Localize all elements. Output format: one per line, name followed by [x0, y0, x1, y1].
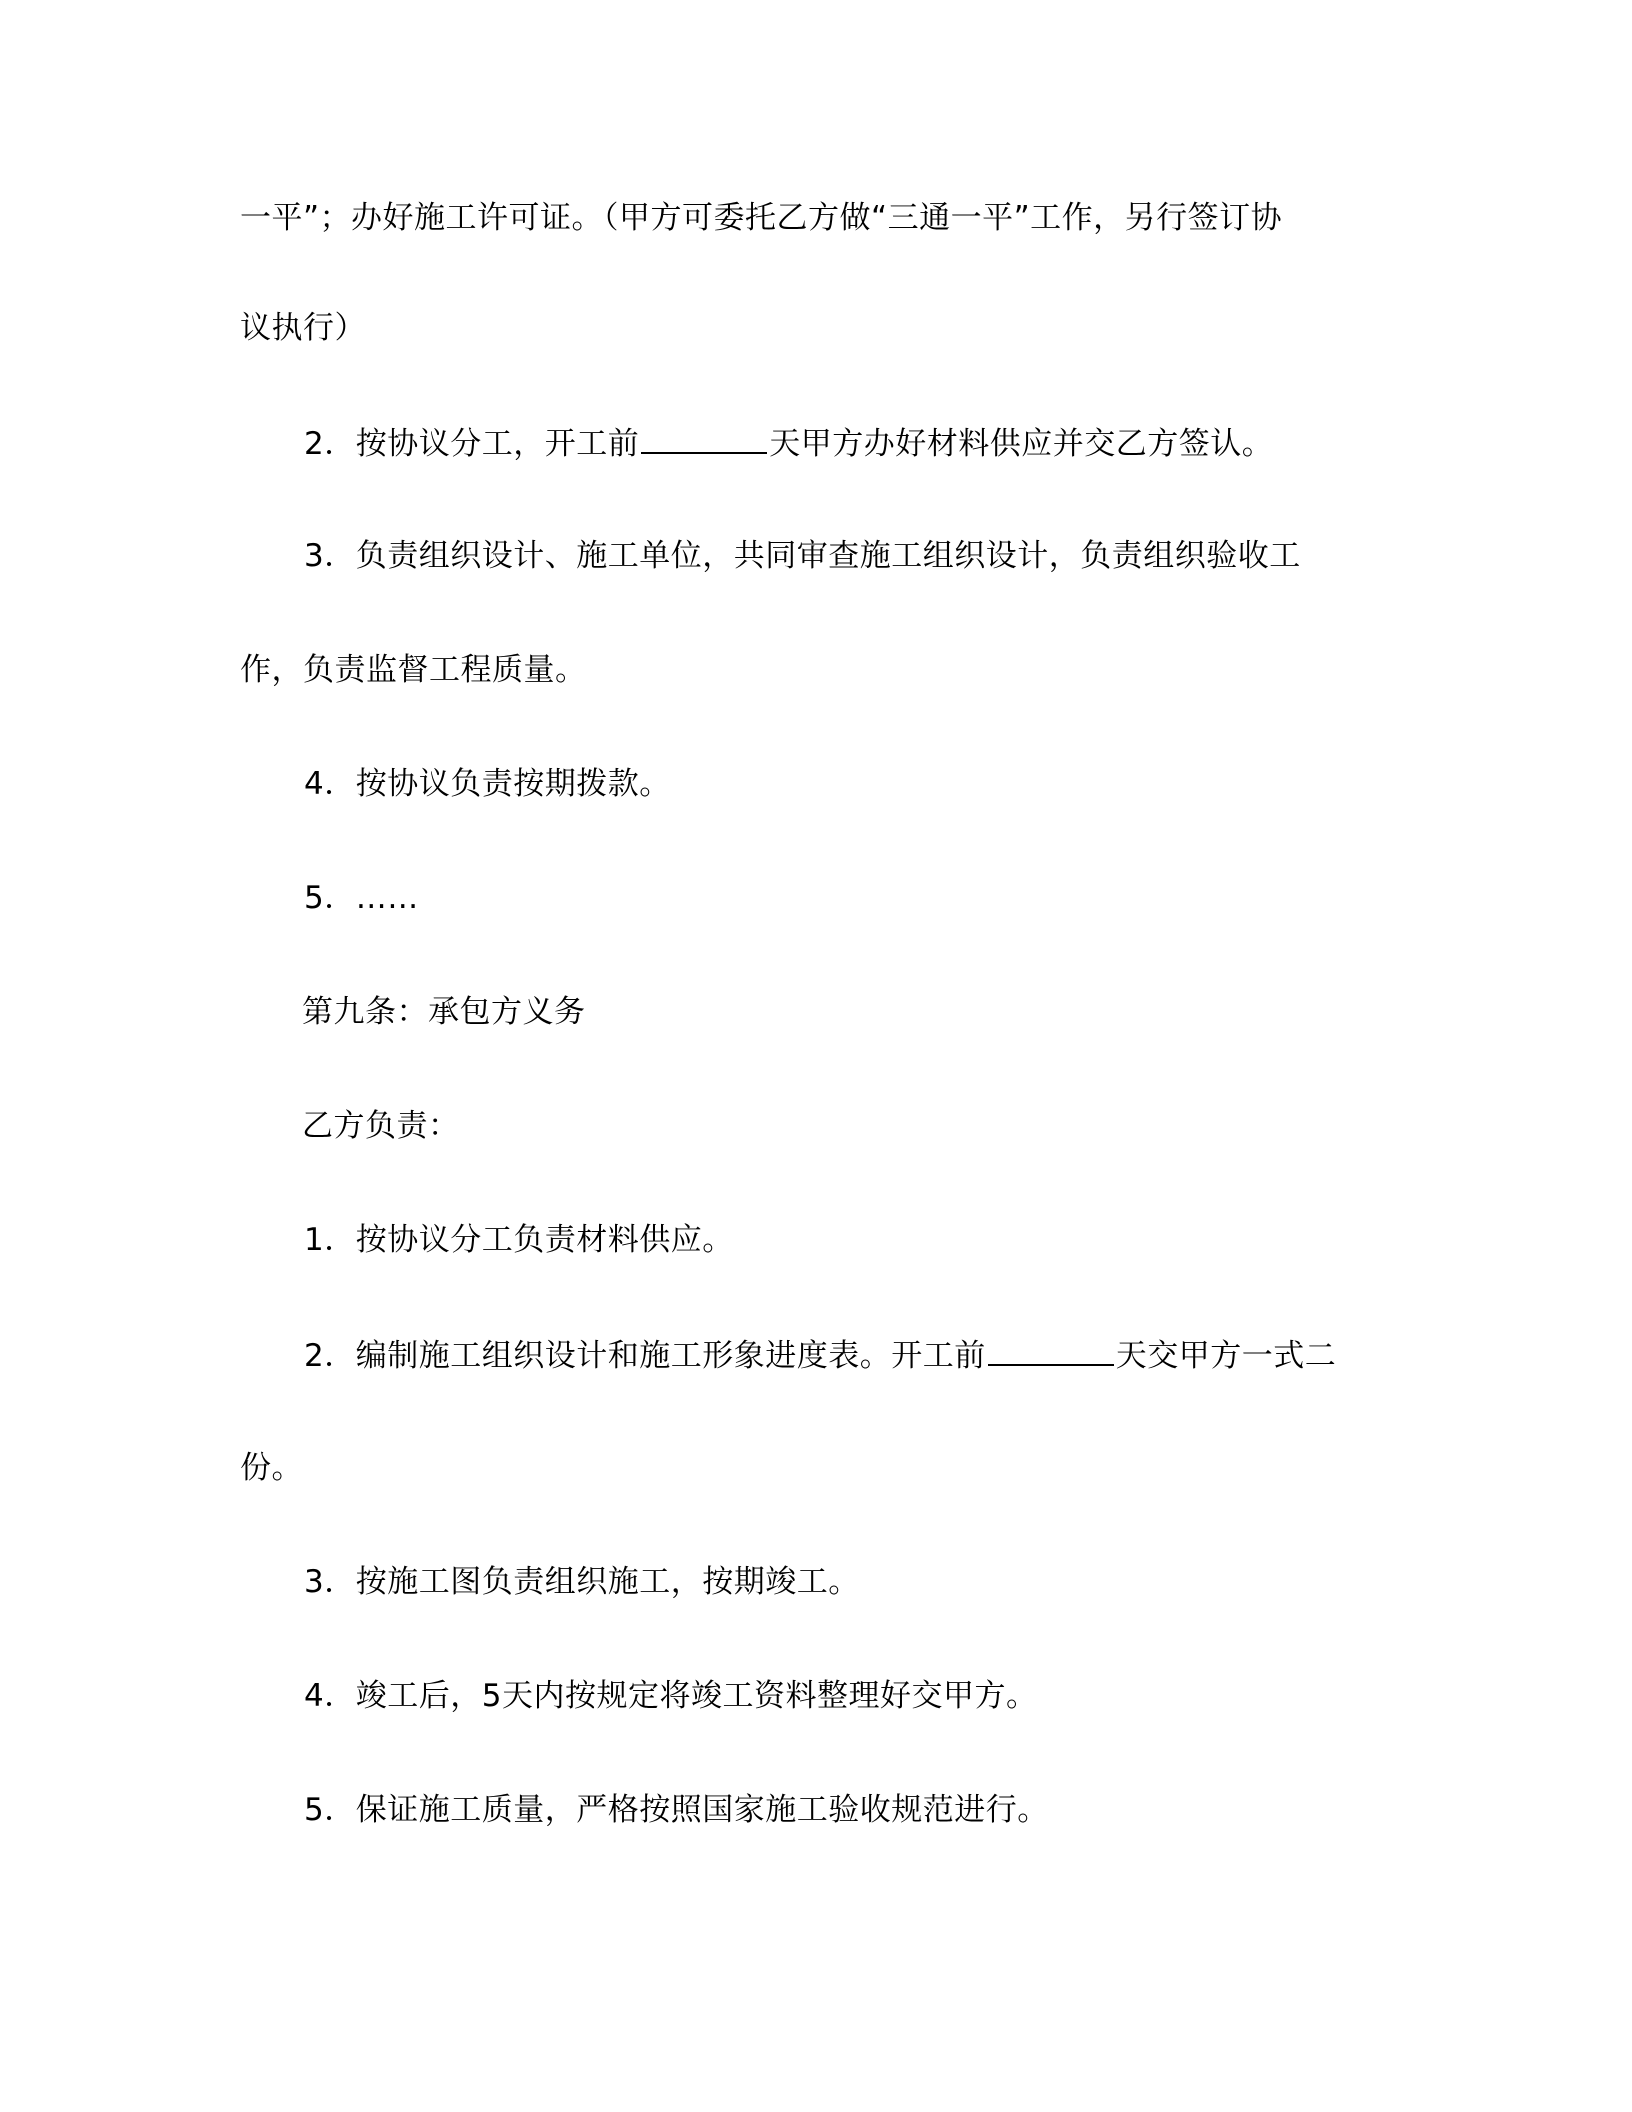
paragraph-line [240, 650, 1400, 690]
list-item [304, 1562, 1464, 1602]
text-line: 5．保证施工质量，严格按照国家施工验收规范进行。 [304, 1792, 1049, 1828]
list-item [304, 878, 1464, 918]
text-line: 天甲方办好材料供应并交乙方签认。 [769, 426, 1274, 462]
text-line: 3．负责组织设计、施工单位，共同审查施工组织设计，负责组织验收工 [304, 538, 1301, 574]
text-line: 4．竣工后，5天内按规定将竣工资料整理好交甲方。 [304, 1678, 1038, 1714]
paragraph-line [240, 1448, 1400, 1488]
text-line: 一平”；办好施工许可证。（甲方可委托乙方做“三通一平”工作，另行签订协 [240, 200, 1283, 236]
text-line: 4．按协议负责按期拨款。 [304, 766, 671, 802]
list-item [304, 1220, 1464, 1260]
text-line: 1．按协议分工负责材料供应。 [304, 1222, 734, 1258]
paragraph-line [240, 198, 1400, 238]
fill-in-blank [641, 422, 767, 454]
text-line: 议执行） [240, 310, 366, 346]
list-item [304, 764, 1464, 804]
text-line: 作，负责监督工程质量。 [240, 652, 587, 688]
text-line: 份。 [240, 1450, 303, 1486]
section-heading [302, 992, 1462, 1032]
paragraph-line [302, 1106, 1462, 1146]
text-line: 天交甲方一式二 [1115, 1338, 1337, 1374]
text-line: 2．按协议分工，开工前 [304, 426, 640, 462]
list-item [304, 536, 1464, 576]
text-line: 3．按施工图负责组织施工，按期竣工。 [304, 1564, 860, 1600]
fill-in-blank [988, 1334, 1114, 1366]
list-item [304, 1790, 1464, 1830]
text-line: 5．…… [304, 880, 419, 916]
list-item [304, 1676, 1464, 1716]
list-item [304, 422, 1464, 464]
text-line: 2．编制施工组织设计和施工形象进度表。开工前 [304, 1338, 986, 1374]
text-line: 第九条：承包方义务 [302, 994, 586, 1030]
paragraph-line [240, 308, 1400, 348]
text-line: 乙方负责： [302, 1108, 460, 1144]
list-item [304, 1334, 1464, 1376]
